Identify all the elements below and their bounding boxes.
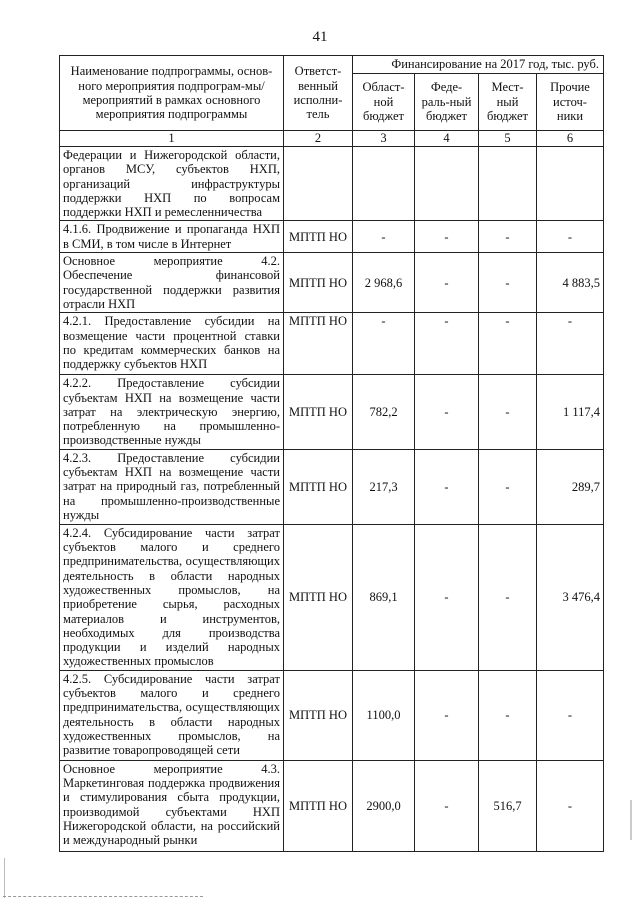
table-row: [60, 221, 604, 253]
header-name: Наименование подпрограммы, основ-ного мероприятия подпрограм-мы/мероприятий в рамках основного мероприятия подпрограммы: [60, 56, 284, 131]
column-number: 2: [284, 131, 353, 147]
row-regional: -: [353, 221, 415, 253]
row-federal: -: [415, 221, 479, 253]
row-name: 4.2.2. Предоставление субсидии субъектам НХП на возмещение части затрат на электрическую энергию, потребленную на промышленно-производственные нужды: [60, 375, 284, 449]
table-row: [60, 375, 604, 449]
row-regional: [353, 147, 415, 221]
column-number: 4: [415, 131, 479, 147]
row-regional: -: [353, 313, 415, 375]
table-row: [60, 760, 604, 851]
row-other: 3 476,4: [537, 524, 604, 670]
row-other: 1 117,4: [537, 375, 604, 449]
column-number: 6: [537, 131, 604, 147]
row-name: 4.1.6. Продвижение и пропаганда НХП в СМИ, в том числе в Интернет: [60, 221, 284, 253]
scan-margin-line: [4, 858, 5, 898]
header-federal-budget: Феде-раль-ный бюджет: [415, 73, 479, 130]
row-federal: -: [415, 375, 479, 449]
header-executor: Ответст-венный исполни-тель: [284, 56, 353, 131]
row-federal: -: [415, 313, 479, 375]
financing-table: [59, 55, 604, 852]
column-number: 1: [60, 131, 284, 147]
row-federal: -: [415, 524, 479, 670]
row-local: -: [479, 670, 537, 760]
table-row: [60, 147, 604, 221]
row-other: -: [537, 670, 604, 760]
row-regional: 782,2: [353, 375, 415, 449]
row-executor: МПТП НО: [284, 670, 353, 760]
row-regional: 217,3: [353, 449, 415, 524]
row-executor: МПТП НО: [284, 760, 353, 851]
row-local: -: [479, 313, 537, 375]
row-regional: 2900,0: [353, 760, 415, 851]
row-name: 4.2.4. Субсидирование части затрат субъектов малого и среднего предпринимательства, осуществляющих деятельность в области народных художественных промыслов, на приобретение сырья, расходных материалов и инструментов, необходимых для производства продукции и изделий народных художественных промыслов: [60, 524, 284, 670]
row-federal: [415, 147, 479, 221]
row-executor: МПТП НО: [284, 313, 353, 375]
row-federal: -: [415, 449, 479, 524]
row-local: -: [479, 449, 537, 524]
row-federal: -: [415, 253, 479, 313]
row-other: -: [537, 760, 604, 851]
row-executor: МПТП НО: [284, 524, 353, 670]
row-name: 4.2.1. Предоставление субсидии на возмещение части процентной ставки по кредитам коммерческих банков на поддержку субъектов НХП: [60, 313, 284, 375]
row-local: 516,7: [479, 760, 537, 851]
row-local: -: [479, 375, 537, 449]
row-name: Федерации и Нижегородской области, органов МСУ, субъектов НХП, организаций инфраструктуры поддержки НХП по вопросам поддержки НХП и ремесленничества: [60, 147, 284, 221]
column-number: 5: [479, 131, 537, 147]
header-financing: Финансирование на 2017 год, тыс. руб.: [353, 56, 604, 74]
table-row: [60, 670, 604, 760]
row-name: 4.2.5. Субсидирование части затрат субъектов малого и среднего предпринимательства, осуществляющих деятельность в области народных художественных промыслов, на развитие товаропроводящей сети: [60, 670, 284, 760]
table-row: [60, 313, 604, 375]
scan-bottom-mark: [3, 896, 203, 900]
row-regional: 2 968,6: [353, 253, 415, 313]
column-numbers-row: [60, 131, 604, 147]
row-executor: МПТП НО: [284, 449, 353, 524]
page-number: 41: [312, 29, 328, 45]
row-other: -: [537, 221, 604, 253]
table-row: [60, 253, 604, 313]
row-federal: -: [415, 670, 479, 760]
row-name: Основное мероприятие 4.3. Маркетинговая поддержка продвижения и стимулирования сбыта продукции, производимой субъектами НХП Нижегородской области, на российский и международный рынки: [60, 760, 284, 851]
row-local: [479, 147, 537, 221]
row-executor: МПТП НО: [284, 375, 353, 449]
row-other: 289,7: [537, 449, 604, 524]
table-row: [60, 449, 604, 524]
row-federal: -: [415, 760, 479, 851]
row-regional: 869,1: [353, 524, 415, 670]
row-local: -: [479, 253, 537, 313]
row-other: -: [537, 313, 604, 375]
row-other: [537, 147, 604, 221]
row-name: 4.2.3. Предоставление субсидии субъектам НХП на возмещение части затрат на природный газ, потребленный на промышленно-производственные нужды: [60, 449, 284, 524]
header-local-budget: Мест-ный бюджет: [479, 73, 537, 130]
row-local: -: [479, 524, 537, 670]
header-other-sources: Прочие источ-ники: [537, 73, 604, 130]
row-local: -: [479, 221, 537, 253]
header-regional-budget: Област-ной бюджет: [353, 73, 415, 130]
row-name: Основное мероприятие 4.2. Обеспечение финансовой государственной поддержки развития отрасли НХП: [60, 253, 284, 313]
row-regional: 1100,0: [353, 670, 415, 760]
column-number: 3: [353, 131, 415, 147]
row-executor: МПТП НО: [284, 221, 353, 253]
row-executor: [284, 147, 353, 221]
scan-side-mark: [630, 800, 632, 840]
table-row: [60, 524, 604, 670]
row-other: 4 883,5: [537, 253, 604, 313]
row-executor: МПТП НО: [284, 253, 353, 313]
